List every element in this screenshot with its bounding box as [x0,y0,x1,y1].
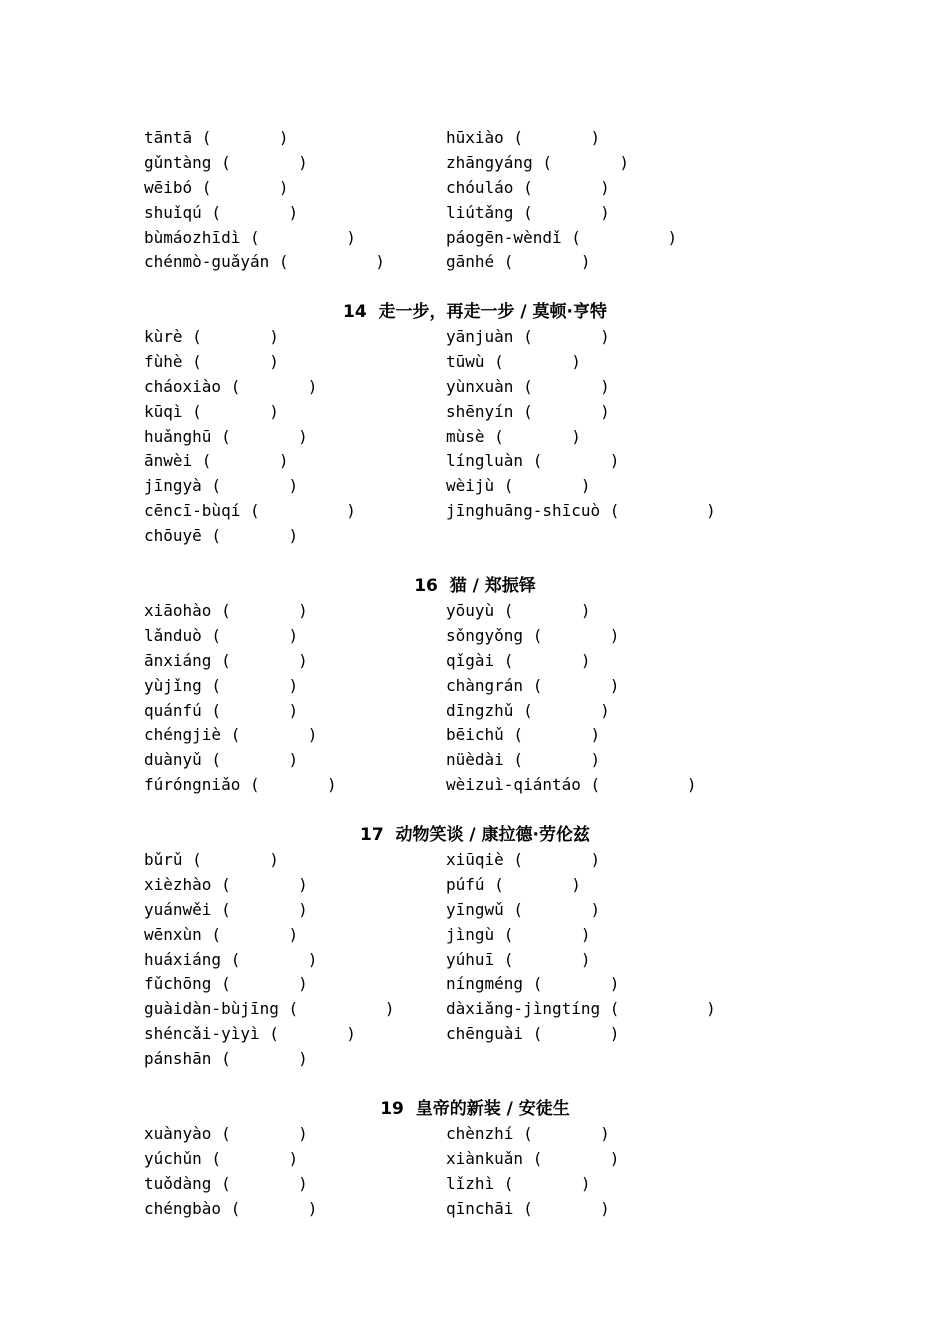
section-2-rows [0,599,950,798]
entry: bēichǔ ( ) [446,725,601,745]
entry: xiāohào ( ) [144,601,308,620]
list-item [0,1122,950,1147]
list-item [0,1022,950,1047]
entry: xuànyào ( ) [144,1124,308,1143]
entry: ānxiáng ( ) [144,650,308,670]
entry: tāntā ( ) [144,128,289,147]
list-item [0,923,950,948]
section-title: 19 皇帝的新装 / 安徒生 [380,1099,570,1119]
list-item [0,375,950,400]
entry: sǒngyǒng ( ) [446,625,620,645]
entry: shéncǎi-yìyì ( ) [144,1024,356,1044]
entry: fúróngniǎo ( ) [144,775,337,795]
entry: xiūqiè ( ) [446,850,601,869]
list-item [0,997,950,1022]
entry: kùrè ( ) [144,327,279,346]
list-item [0,649,950,674]
list-item [0,350,950,375]
entry: duànyǔ ( ) [144,750,299,770]
list-item [0,250,950,275]
list-item [0,599,950,624]
entry: dàxiǎng-jìngtíng ( ) [446,999,716,1019]
entry: jīngyà ( ) [144,476,299,496]
entry: chàngrán ( ) [446,675,620,695]
list-item [0,972,950,997]
list-item [0,1047,950,1072]
list-item [0,848,950,873]
entry: níngméng ( ) [446,974,620,994]
entry: quánfú ( ) [144,700,299,720]
entry: chènzhí ( ) [446,1124,610,1143]
list-item [0,723,950,748]
entry: ānwèi ( ) [144,451,289,471]
entry: wèijù ( ) [446,476,591,496]
list-item [0,176,950,201]
entry: yōuyù ( ) [446,601,591,620]
entry: púfú ( ) [446,874,581,894]
entry: mùsè ( ) [446,426,581,446]
entry: fùhè ( ) [144,351,279,371]
list-item [0,151,950,176]
list-item [0,201,950,226]
list-item [0,1147,950,1172]
list-item [0,948,950,973]
entry: pánshān ( ) [144,1049,308,1069]
entry: nüèdài ( ) [446,750,601,770]
list-item [0,674,950,699]
entry: xiànkuǎn ( ) [446,1148,620,1168]
entry: yuánwěi ( ) [144,899,308,919]
list-item [0,1172,950,1197]
list-item [0,699,950,724]
entry: huǎnghū ( ) [144,426,308,446]
entry: bùmáozhīdì ( ) [144,227,356,247]
entry: wèizuì-qiántáo ( ) [446,775,697,795]
list-item [0,126,950,151]
entry: xièzhào ( ) [144,874,308,894]
list-item [0,499,950,524]
entry: yúhuī ( ) [446,949,591,969]
entry: cēncī-bùqí ( ) [144,501,356,521]
entry: cháoxiào ( ) [144,376,318,396]
section-4-rows [0,1122,950,1222]
section-1-rows [0,325,950,549]
entry: chénmò-guǎyán ( ) [144,252,385,272]
list-item [0,898,950,923]
entry: língluàn ( ) [446,451,620,471]
entry: yùjǐng ( ) [144,675,299,695]
section-title: 17 动物笑谈 / 康拉德·劳伦兹 [360,825,590,845]
entry: hūxiào ( ) [446,128,601,147]
list-item [0,1197,950,1222]
entry: chōuyē ( ) [144,526,299,546]
entry: liútǎng ( ) [446,202,610,222]
section-title: 14 走一步，再走一步 / 莫顿·亨特 [343,302,607,322]
list-item [0,524,950,549]
entry: qǐgài ( ) [446,650,591,670]
entry: kūqì ( ) [144,401,279,421]
entry: yīngwǔ ( ) [446,899,601,919]
entry: tūwù ( ) [446,351,581,371]
section-3-rows [0,848,950,1072]
entry: jīnghuāng-shīcuò ( ) [446,501,716,521]
entry: dīngzhǔ ( ) [446,700,610,720]
entry: yúchǔn ( ) [144,1148,299,1168]
entry: fǔchōng ( ) [144,974,308,994]
entry: wēnxùn ( ) [144,924,299,944]
entry: chéngjiè ( ) [144,725,318,745]
entry: wēibó ( ) [144,177,289,197]
entry: shēnyín ( ) [446,401,610,421]
entry: shuǐqú ( ) [144,202,299,222]
list-item [0,226,950,251]
entry: gǔntàng ( ) [144,152,308,172]
entry: yùnxuàn ( ) [446,376,610,396]
entry: qīnchāi ( ) [446,1198,610,1218]
entry: zhāngyáng ( ) [446,152,630,172]
entry: lǎnduò ( ) [144,625,299,645]
entry: gānhé ( ) [446,252,591,272]
list-item [0,425,950,450]
entry: bǔrǔ ( ) [144,850,279,869]
list-item [0,325,950,350]
list-item [0,449,950,474]
entry: huáxiáng ( ) [144,949,318,969]
list-item [0,773,950,798]
entry: chēnguài ( ) [446,1024,620,1044]
entry: páogēn-wèndǐ ( ) [446,227,678,247]
entry: guàidàn-bùjīng ( ) [144,999,395,1019]
entry: chóuláo ( ) [446,177,610,197]
list-item [0,873,950,898]
list-item [0,748,950,773]
list-item [0,400,950,425]
section-0-rows [0,126,950,275]
entry: jìngù ( ) [446,924,591,944]
list-item [0,474,950,499]
section-title: 16 猫 / 郑振铎 [414,576,536,596]
entry: chéngbào ( ) [144,1198,318,1218]
entry: tuǒdàng ( ) [144,1173,308,1193]
entry: yānjuàn ( ) [446,327,610,346]
entry: lǐzhì ( ) [446,1173,591,1193]
list-item [0,624,950,649]
